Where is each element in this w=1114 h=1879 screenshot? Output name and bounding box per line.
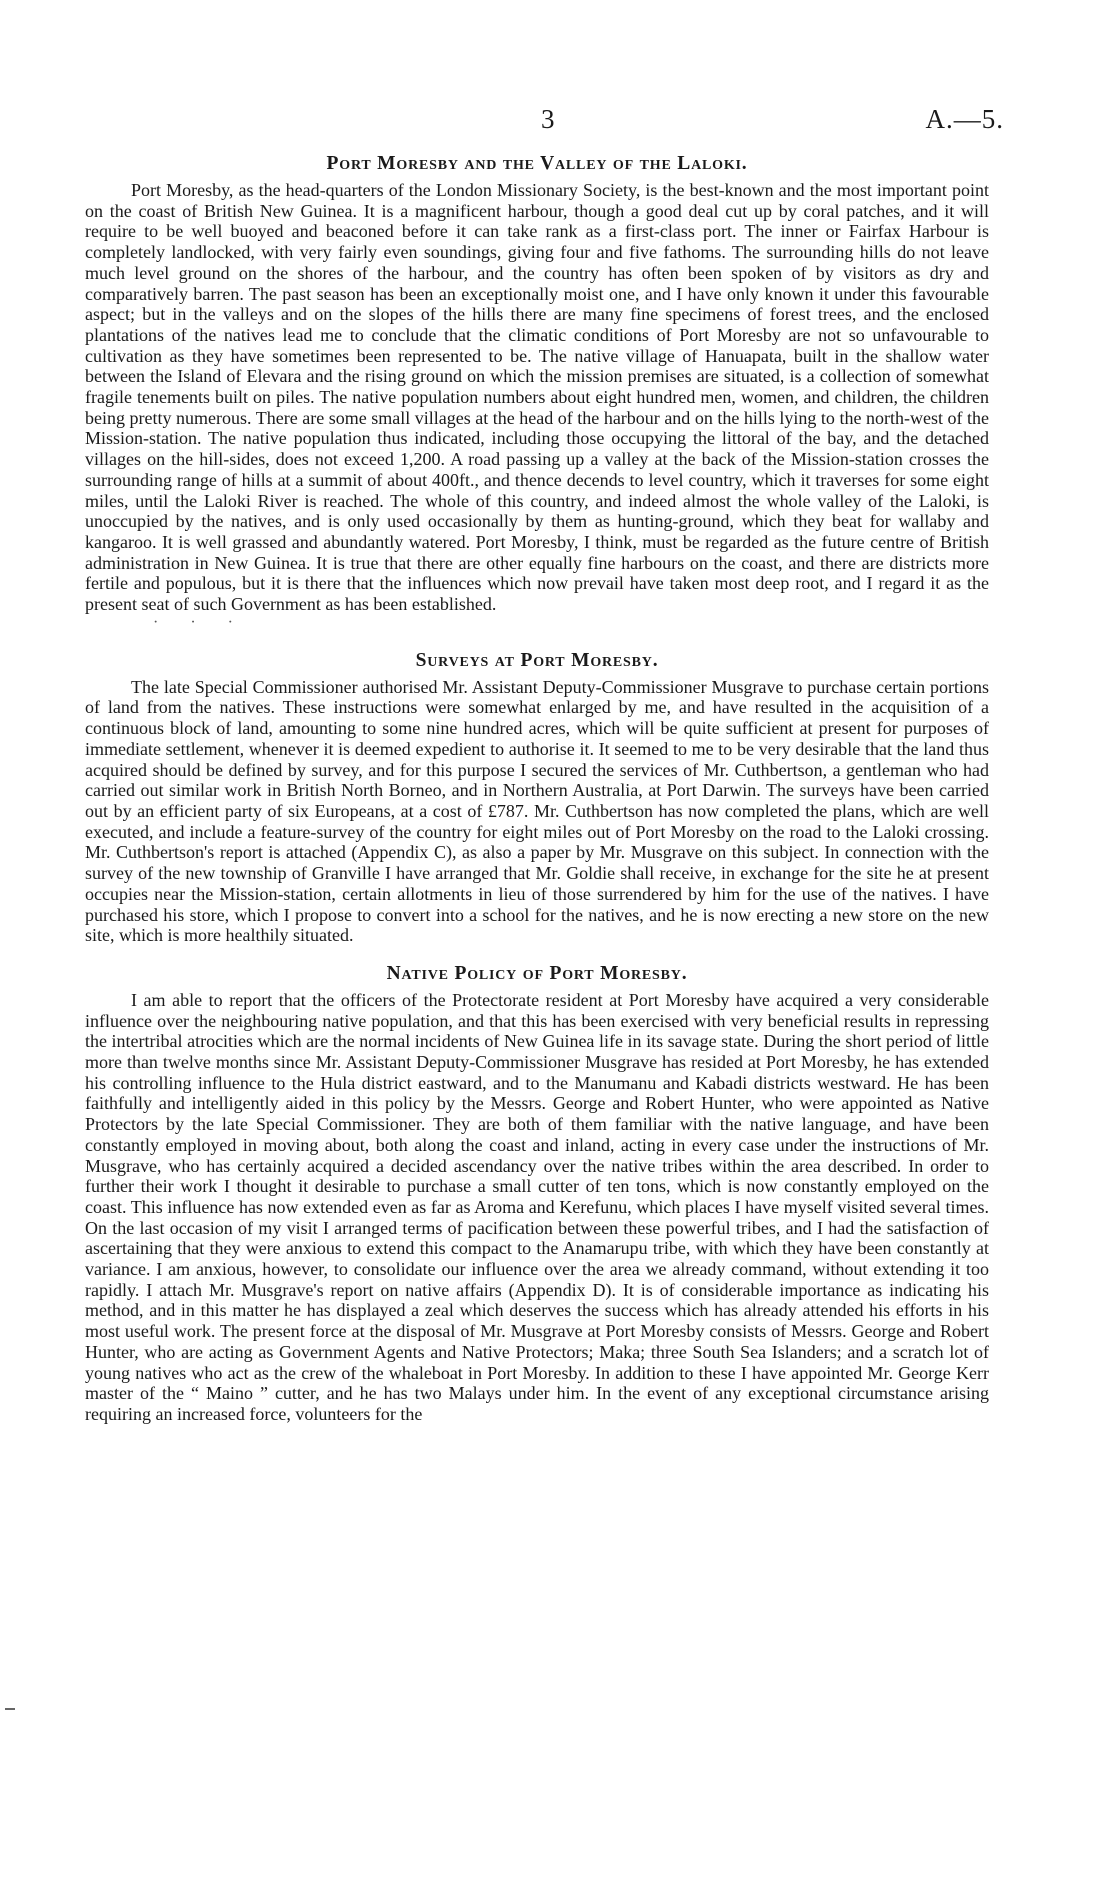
- section-port-moresby: [85, 152, 989, 615]
- margin-mark: [5, 1708, 15, 1710]
- section-surveys: [85, 649, 989, 946]
- section-heading: Surveys at Port Moresby.: [415, 649, 659, 671]
- page-number: 3: [541, 104, 555, 134]
- section-native-policy: [85, 962, 989, 1425]
- document-reference: A.—5.: [925, 104, 1004, 134]
- section-paragraph: Port Moresby, as the head-quarters of the London Missionary Society, is the best-known and the most important point on the coast of British New Guinea. It is a magnificent harbour, though a good deal cut up by coral patches, and it will require to be well buoyed and beaconed before it can take rank as a first-class port. The inner or Fairfax Harbour is completely landlocked, with very fairly even soundings, giving four and five fathoms. The surrounding hills do not leave much level ground on the shores of the harbour, and the country has often been spoken of by visitors as dry and comparatively barren. The past season has been an exceptionally moist one, and I have only known it under this favourable aspect; but in the valleys and on the slopes of the hills there are many fine specimens of forest trees, and the enclosed plantations of the natives lead me to conclude that the climatic conditions of Port Moresby are not so unfavourable to cultivation as they have sometimes been represented to be. The native village of Hanuapata, built in the shallow water between the Island of Elevara and the rising ground on which the mission premises are situated, is a collection of somewhat fragile tenements built on piles. The native population numbers about eight hundred men, women, and children, the children being pretty numerous. There are some small villages at the head of the harbour and on the hills lying to the north-west of the Mission-station. The native population thus indicated, including those occupying the littoral of the bay, and the detached villages on the hill-sides, does not exceed 1,200. A road passing up a valley at the back of the Mission-station crosses the surrounding range of hills at a summit of about 400ft., and thence decends to level country, which it traverses for some eight miles, until the Laloki River is reached. The whole of this country, and indeed almost the whole valley of the Laloki, is unoccupied by the natives, and is only used occasionally by them as hunting-ground, which they beat for wallaby and kangaroo. It is well grassed and abundantly watered. Port Moresby, I think, must be regarded as the future centre of British administration in New Guinea. It is true that there are other equally fine harbours on the coast, and there are districts more fertile and populous, but it is there that the influences which now prevail have taken most deep root, and I regard it as the present seat of such Government as has been established.: [85, 180, 989, 615]
- page-header: [0, 104, 1114, 144]
- section-heading: Native Policy of Port Moresby.: [386, 962, 688, 984]
- stray-marks: · · ·: [153, 613, 247, 631]
- section-heading: Port Moresby and the Valley of the Laloki.: [326, 153, 748, 174]
- section-paragraph: I am able to report that the officers of the Protectorate resident at Port Moresby have acquired a very considerable influence over the neighbouring native population, and that this has been exercised with very beneficial results in repressing the intertribal atrocities which are the normal incidents of New Guinea life in its savage state. During the short period of little more than twelve months since Mr. Assistant Deputy-Commissioner Musgrave has resided at Port Moresby, he has extended his controlling influence to the Hula district eastward, and to the Manumanu and Kabadi districts westward. He has been faithfully and intelligently aided in this policy by the Messrs. George and Robert Hunter, who were appointed as Native Protectors by the late Special Commissioner. They are both of them familiar with the native language, and have been constantly employed in moving about, both along the coast and inland, acting in every case under the instructions of Mr. Musgrave, who has certainly acquired a decided ascendancy over the native tribes within the area described. In order to further their work I thought it desirable to purchase a small cutter of ten tons, which is now constantly employed on the coast. This influence has now extended even as far as Aroma and Kerefunu, which places I have myself visited several times. On the last occasion of my visit I arranged terms of pacification between these powerful tribes, and I had the satisfaction of ascertaining that they were anxious to extend this compact to the Anamarupu tribe, with which they have been constantly at variance. I am anxious, however, to consolidate our influence over the area we already command, without extending it too rapidly. I attach Mr. Musgrave's report on native affairs (Appendix D). It is of considerable importance as indicating his method, and in this matter he has displayed a zeal which deserves the success which has already attended his efforts in his most useful work. The present force at the disposal of Mr. Musgrave at Port Moresby consists of Messrs. George and Robert Hunter, who are acting as Government Agents and Native Protectors; Maka; three South Sea Islanders; and a scratch lot of young natives who act as the crew of the whaleboat in Port Moresby. In addition to these I have appointed Mr. George Kerr master of the “ Maino ” cutter, and he has two Malays under him. In the event of any exceptional circumstance arising requiring an increased force, volunteers for the: [85, 989, 989, 1424]
- document-body: [85, 152, 989, 1425]
- section-paragraph: The late Special Commissioner authorised Mr. Assistant Deputy-Commissioner Musgrave to purchase certain portions of land from the natives. These instructions were somewhat enlarged by me, and have resulted in the acquisition of a continuous block of land, amounting to some nine hundred acres, which will be quite sufficient at present for purposes of immediate settlement, whenever it is deemed expedient to authorise it. It seemed to me to be very desirable that the land thus acquired should be defined by survey, and for this purpose I secured the services of Mr. Cuthbertson, a gentleman who had carried out similar work in British North Borneo, and in Northern Australia, at Port Darwin. The surveys have been carried out by an efficient party of six Europeans, at a cost of £787. Mr. Cuthbertson has now completed the plans, which are well executed, and include a feature-survey of the country for eight miles out of Port Moresby on the road to the Laloki crossing. Mr. Cuthbertson's report is attached (Appendix C), as also a paper by Mr. Musgrave on this subject. In connection with the survey of the new township of Granville I have arranged that Mr. Goldie shall receive, in exchange for the site he at present occupies near the Mission-station, certain allotments in lieu of those surrendered by him for the use of the natives. I have purchased his store, which I propose to convert into a school for the natives, and he is now erecting a new store on the new site, which is more healthily situated.: [85, 676, 989, 946]
